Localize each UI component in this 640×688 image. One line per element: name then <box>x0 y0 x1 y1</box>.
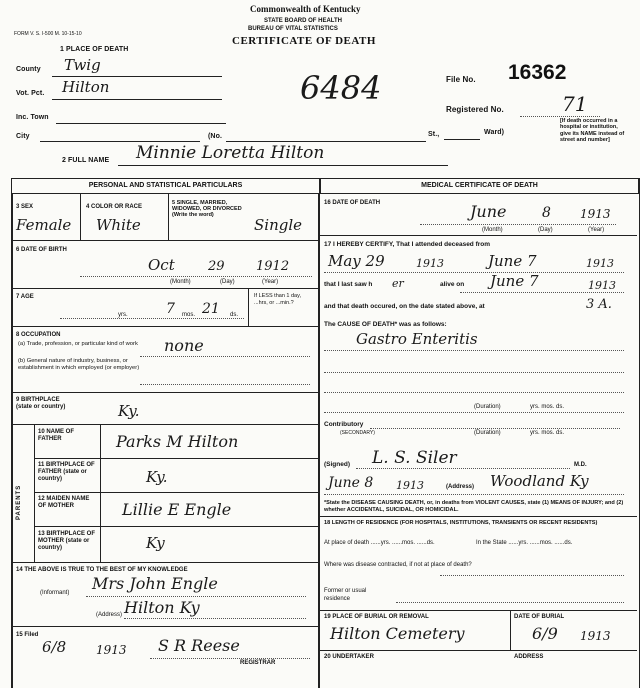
burial-date-label: DATE OF BURIAL <box>514 614 565 620</box>
death-year: 1913 <box>580 207 611 221</box>
father-name-label: 10 NAME OF FATHER <box>38 429 75 443</box>
residence-heading: 18 LENGTH OF RESIDENCE (FOR HOSPITALS, INSTITUTIONS, TRANSIENTS OR RECENT RESIDENTS) <box>324 520 598 526</box>
year-caption: (Year) <box>262 279 279 285</box>
death-day-caption: (Day) <box>538 227 553 233</box>
where-contracted-label: Where was disease contracted, if not at place of death? <box>324 562 472 568</box>
attended-from-year: 1913 <box>416 257 444 270</box>
informant-address-label: (Address) <box>96 612 123 618</box>
last-saw-suffix: er <box>392 277 404 290</box>
registered-no-label: Registered No. <box>446 105 504 114</box>
attended-to-year: 1913 <box>586 257 614 270</box>
last-saw-text: that I last saw h <box>324 281 373 288</box>
certificate-title: CERTIFICATE OF DEATH <box>232 35 376 47</box>
registered-number: 71 <box>562 92 588 116</box>
father-name-value: Parks M Hilton <box>116 432 239 451</box>
age-label: 7 AGE <box>16 294 34 300</box>
color-value: White <box>96 216 141 234</box>
alive-on-label: alive on <box>440 281 465 288</box>
secondary-label: (SECONDARY) <box>340 430 375 436</box>
yrs-caption: yrs. <box>118 312 128 318</box>
bureau-heading: BUREAU OF VITAL STATISTICS <box>248 26 338 32</box>
place-of-death-heading: 1 PLACE OF DEATH <box>60 46 129 53</box>
ward-label: Ward) <box>484 129 505 136</box>
contributory-duration-units: yrs. mos. ds. <box>530 430 565 436</box>
sex-value: Female <box>16 216 72 234</box>
form-number: FORM V. S. I-500 M. 10-15-10 <box>14 31 82 37</box>
informant-address-value: Hilton Ky <box>124 598 200 617</box>
medical-heading: MEDICAL CERTIFICATE OF DEATH <box>320 178 639 194</box>
board-heading: STATE BOARD OF HEALTH <box>264 18 342 24</box>
file-no-label: File No. <box>446 75 476 84</box>
father-birthplace-value: Ky. <box>146 468 168 486</box>
signed-address-label: (Address) <box>446 484 475 490</box>
age-mos-value: 7 <box>166 301 175 317</box>
full-name-value: Minnie Loretta Hilton <box>136 143 325 163</box>
vot-pct-value: Hilton <box>62 78 110 96</box>
mother-birthplace-value: Ky <box>146 534 165 552</box>
burial-year: 1913 <box>580 629 611 643</box>
signed-year: 1913 <box>396 479 424 492</box>
death-year-caption: (Year) <box>588 227 605 233</box>
ds-caption: ds. <box>230 312 239 318</box>
death-day: 8 <box>542 205 551 221</box>
date-of-death-label: 16 DATE OF DEATH <box>324 200 381 206</box>
mother-name-label: 12 MAIDEN NAME OF MOTHER <box>38 496 90 510</box>
occupation-value: none <box>164 336 204 355</box>
attended-to: June 7 <box>488 252 537 270</box>
death-hour: 3 A. <box>586 297 612 312</box>
commonwealth-heading: Commonwealth of Kentucky <box>250 4 361 14</box>
dob-month: Oct <box>148 256 175 274</box>
age-days-value: 21 <box>202 301 220 317</box>
last-saw-date: June 7 <box>490 272 539 290</box>
personal-heading: PERSONAL AND STATISTICAL PARTICULARS <box>11 178 320 194</box>
occupation-b-label: (b) General nature of industry, business, or establishment in which employed (or employer) <box>18 358 140 371</box>
death-hour-text: and that death occured, on the date stated above, at <box>324 303 485 310</box>
filed-date: 6/8 <box>42 638 67 656</box>
inc-town-label: Inc. Town <box>16 114 49 121</box>
month-caption: (Month) <box>170 279 191 285</box>
cause-label: The CAUSE OF DEATH* was as follows: <box>324 321 447 328</box>
burial-place-value: Hilton Cemetery <box>330 624 465 643</box>
no-label: (No. <box>208 133 223 140</box>
contributory-duration-label: (Duration) <box>474 430 501 436</box>
hospital-note: [If death occurred in a hospital or institution, give its NAME instead of street and number] <box>560 118 625 143</box>
undertaker-label: 20 UNDERTAKER <box>324 654 374 660</box>
color-label: 4 COLOR OR RACE <box>86 204 143 210</box>
sex-label: 3 SEX <box>16 204 34 210</box>
mother-name-value: Lillie E Engle <box>122 500 232 519</box>
duration-units: yrs. mos. ds. <box>530 404 565 410</box>
marital-value: Single <box>254 216 303 234</box>
full-name-label: 2 FULL NAME <box>62 157 110 164</box>
city-label: City <box>16 133 30 140</box>
birthplace-value: Ky. <box>118 402 140 420</box>
at-place-label: At place of death ......yrs. ......mos. ......ds. <box>324 540 435 546</box>
signed-address-value: Woodland Ky <box>490 472 589 490</box>
burial-place-label: 19 PLACE OF BURIAL OR REMOVAL <box>324 614 429 620</box>
signed-label: (Signed) <box>324 461 350 468</box>
in-state-label: In the State ......yrs. ......mos. ......ds. <box>476 540 573 546</box>
signed-date: June 8 <box>328 475 374 491</box>
father-birthplace-label: 11 BIRTHPLACE OF FATHER (state or country) <box>38 462 95 483</box>
mos-caption: mos. <box>182 312 196 318</box>
former-residence-label: Former or usual residence <box>324 588 367 602</box>
less-than-label: If LESS than 1 day, ...hrs, or ...min.? <box>254 293 301 307</box>
informant-heading: 14 THE ABOVE IS TRUE TO THE BEST OF MY KNOWLEDGE <box>16 567 188 573</box>
state-note: *State the DISEASE CAUSING DEATH, or, in deaths from VIOLENT CAUSES, state (1) MEANS OF INJURY; and (2) whether ACCIDENTAL, SUICIDAL, OR HOMICIDAL. <box>324 500 624 513</box>
occupation-a-label: (a) Trade, profession, or particular kind of work <box>18 341 138 347</box>
dob-year: 1912 <box>256 259 290 274</box>
marital-label: 5 SINGLE, MARRIED, WIDOWED, OR DIVORCED (Write the word) <box>172 200 242 219</box>
informant-value: Mrs John Engle <box>92 574 218 593</box>
attended-from: May 29 <box>328 252 385 270</box>
md-label: M.D. <box>574 462 587 468</box>
day-caption: (Day) <box>220 279 235 285</box>
death-month: June <box>470 202 507 221</box>
st-label: St., <box>428 131 440 138</box>
registrar-label: REGISTRAR <box>240 660 276 666</box>
parents-label: PARENTS <box>16 484 22 520</box>
last-saw-year: 1913 <box>588 279 616 292</box>
undertaker-address-label: ADDRESS <box>514 654 544 660</box>
filed-year: 1913 <box>96 643 127 657</box>
death-month-caption: (Month) <box>482 227 503 233</box>
county-label: County <box>16 66 41 73</box>
registrar-signature: S R Reese <box>158 636 240 655</box>
birthplace-label: 9 BIRTHPLACE (state or country) <box>16 397 66 411</box>
certify-text: 17 I HEREBY CERTIFY, That I attended deceased from <box>324 241 491 248</box>
dob-label: 6 DATE OF BIRTH <box>16 247 67 253</box>
contributory-label: Contributory <box>324 421 364 428</box>
informant-label: (Informant) <box>40 590 70 596</box>
dob-day: 29 <box>208 259 225 274</box>
county-value: Twig <box>64 56 101 74</box>
burial-date-value: 6/9 <box>532 624 558 643</box>
vot-pct-label: Vot. Pct. <box>16 90 45 97</box>
handwritten-number: 6484 <box>300 69 382 107</box>
occupation-label: 8 OCCUPATION <box>16 332 61 338</box>
duration-label: (Duration) <box>474 404 501 410</box>
filed-label: 15 Filed <box>16 632 39 638</box>
cause-value: Gastro Enteritis <box>356 330 478 348</box>
mother-birthplace-label: 13 BIRTHPLACE OF MOTHER (state or country) <box>38 531 96 552</box>
file-number: 16362 <box>508 61 567 84</box>
physician-signature: L. S. Siler <box>372 448 457 468</box>
